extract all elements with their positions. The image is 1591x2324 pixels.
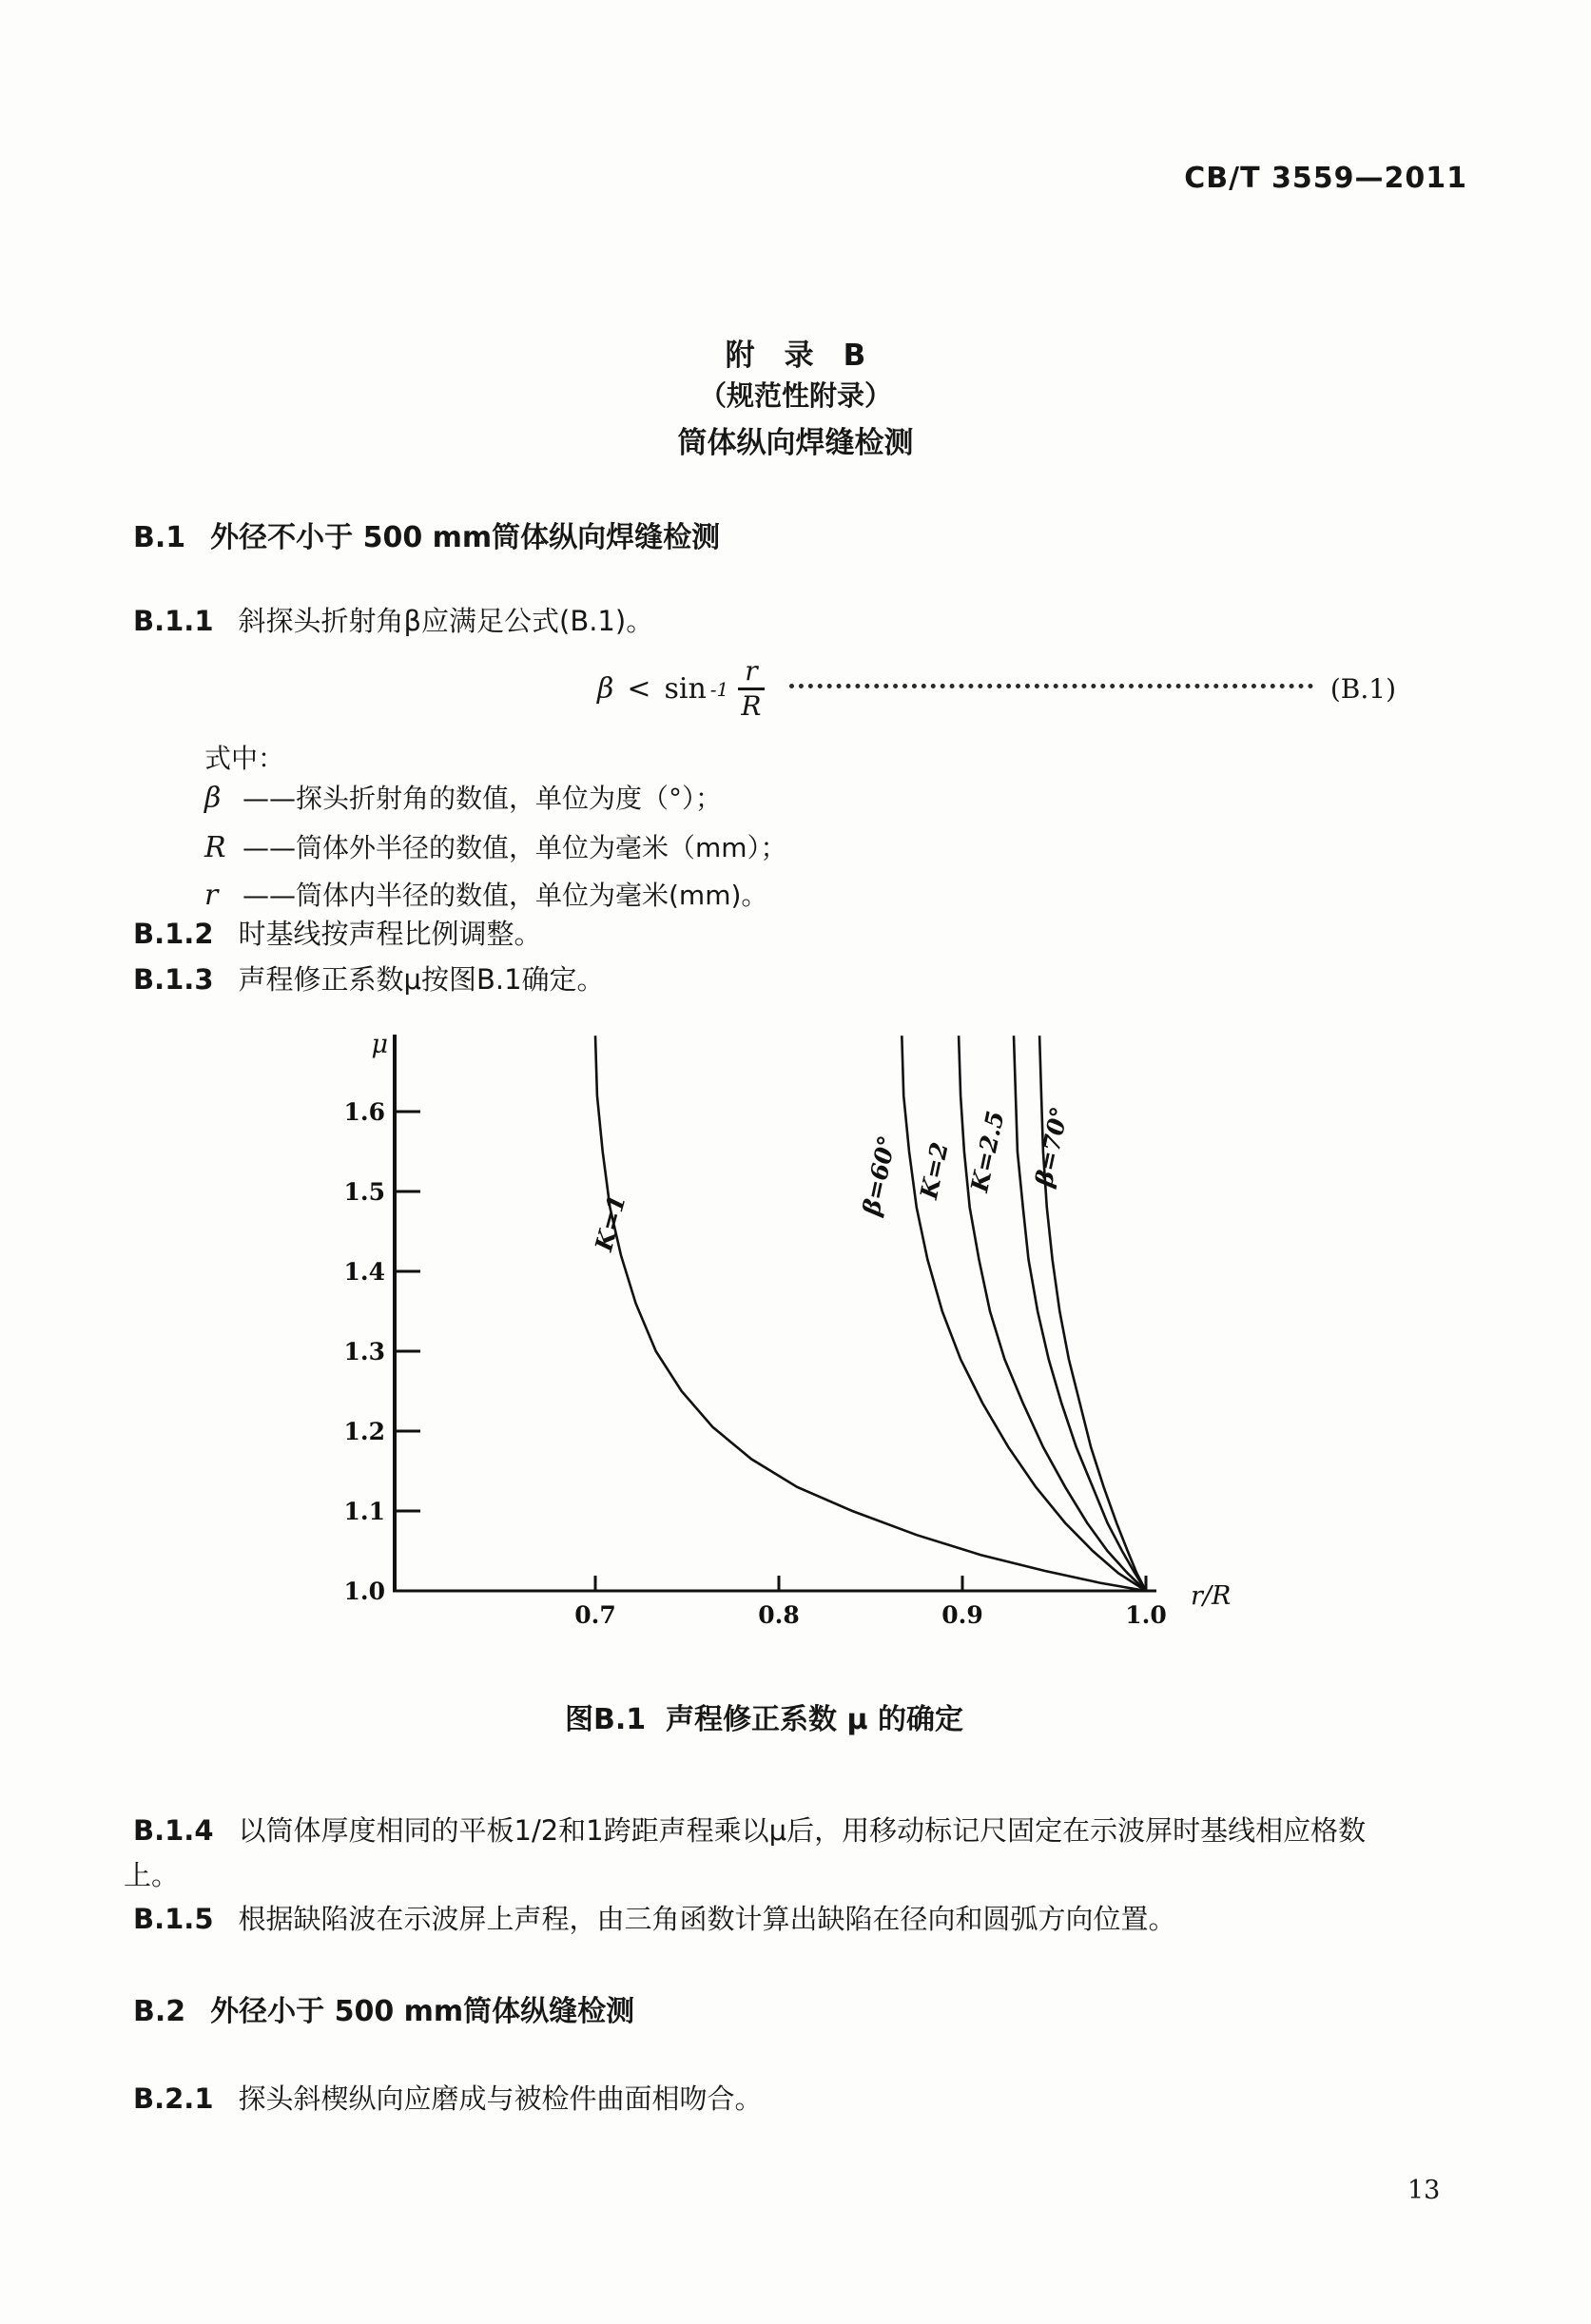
y-tick-label: 1.2 <box>343 1418 385 1445</box>
where-item-R <box>204 827 787 865</box>
section-b1-heading <box>133 513 720 555</box>
y-tick-label: 1.4 <box>343 1258 385 1286</box>
y-axis-label-mu: μ <box>371 1032 388 1059</box>
where-label: 式中： <box>204 743 285 774</box>
figure-caption-number: 图B.1 <box>565 1703 647 1736</box>
clause-b21-text: 探头斜楔纵向应磨成与被检件曲面相吻合。 <box>238 2082 763 2115</box>
x-axis-label-r-over-R: r/R <box>1191 1581 1232 1611</box>
formula-b1 <box>597 656 1396 722</box>
curve-β=60° <box>902 1036 1146 1591</box>
curve-label-β=70°: β=70° <box>1029 1104 1074 1190</box>
symbol-r-desc: ——筒体内半径的数值，单位为毫米(mm)。 <box>243 880 768 911</box>
page-number: 13 <box>1407 2176 1441 2205</box>
appendix-subtitle: （规范性附录） <box>698 379 892 412</box>
where-item-beta <box>204 778 722 816</box>
clause-b21-number: B.2.1 <box>133 2082 214 2115</box>
formula-denominator: R <box>741 690 762 723</box>
x-tick-label: 0.7 <box>574 1601 616 1629</box>
appendix-title: 附 录 B <box>725 339 866 373</box>
clause-b15-number: B.1.5 <box>133 1903 214 1935</box>
clause-b12-number: B.1.2 <box>133 918 214 950</box>
y-tick-label: 1.3 <box>343 1338 385 1365</box>
section-b2-number: B.2 <box>133 1995 186 2028</box>
x-tick-label: 0.9 <box>941 1601 983 1629</box>
clause-b14-number: B.1.4 <box>133 1814 214 1847</box>
clause-b14-text: 以筒体厚度相同的平板1/2和1跨距声程乘以μ后，用移动标记尺固定在示波屏时基线相应格数 <box>238 1814 1367 1847</box>
clause-b14-line2: 上。 <box>124 1859 180 1891</box>
figure-caption-text: 声程修正系数 μ 的确定 <box>666 1703 963 1736</box>
where-item-r <box>204 875 767 913</box>
curve-label-K=2.5: K=2.5 <box>965 1108 1010 1195</box>
x-tick-label: 1.0 <box>1125 1601 1167 1629</box>
clause-b13-text: 声程修正系数μ按图B.1确定。 <box>238 963 605 996</box>
sound-path-correction-chart <box>285 1032 1284 1650</box>
clause-b11-text: 斜探头折射角β应满足公式(B.1)。 <box>238 605 654 637</box>
curve-label-β=60°: β=60° <box>857 1133 902 1218</box>
clause-b15 <box>133 1898 1176 1937</box>
curve-label-K=2: K=2 <box>915 1139 954 1202</box>
clause-b13 <box>133 959 605 997</box>
clause-b14-line1 <box>133 1810 1366 1849</box>
symbol-r: r <box>204 879 219 912</box>
equation-number: (B.1) <box>1329 673 1396 706</box>
appendix-topic-title: 筒体纵向焊缝检测 <box>677 426 914 460</box>
y-tick-label: 1.6 <box>343 1098 385 1126</box>
curve-K=2.5 <box>1014 1036 1146 1591</box>
dotted-leader <box>789 684 1313 688</box>
symbol-beta: β <box>204 782 222 815</box>
formula-beta-symbol: β <box>597 672 614 707</box>
clause-b11-number: B.1.1 <box>133 605 214 637</box>
formula-exponent: -1 <box>709 677 729 701</box>
standard-number-header: CB/T 3559—2011 <box>1184 162 1467 195</box>
figure-b1-chart <box>285 1032 1284 1654</box>
clause-b13-number: B.1.3 <box>133 963 214 996</box>
formula-numerator: r <box>738 656 764 690</box>
formula-relation: < <box>627 672 651 707</box>
y-tick-label: 1.1 <box>343 1498 385 1525</box>
y-tick-label: 1.0 <box>343 1578 385 1605</box>
clause-b11 <box>133 600 653 639</box>
formula-fraction <box>738 656 764 722</box>
section-b1-number: B.1 <box>133 521 186 554</box>
clause-b12-text: 时基线按声程比例调整。 <box>238 918 542 950</box>
curve-label-K=1: K=1 <box>590 1191 631 1254</box>
symbol-beta-desc: ——探头折射角的数值，单位为度（°）； <box>243 783 723 814</box>
figure-b1-caption <box>0 1695 1560 1737</box>
section-b2-heading <box>133 1987 634 2029</box>
clause-b15-text: 根据缺陷波在示波屏上声程，由三角函数计算出缺陷在径向和圆弧方向位置。 <box>238 1903 1176 1935</box>
symbol-R: R <box>204 831 226 864</box>
clause-b21 <box>133 2078 763 2117</box>
clause-b12 <box>133 913 542 952</box>
section-b2-title: 外径小于 500 mm筒体纵缝检测 <box>210 1995 635 2028</box>
section-b1-title: 外径不小于 500 mm筒体纵向焊缝检测 <box>210 521 721 554</box>
symbol-R-desc: ——筒体外半径的数值，单位为毫米（mm）； <box>243 832 787 863</box>
x-tick-label: 0.8 <box>758 1601 800 1629</box>
formula-function: sin <box>664 672 707 707</box>
y-tick-label: 1.5 <box>343 1178 385 1206</box>
